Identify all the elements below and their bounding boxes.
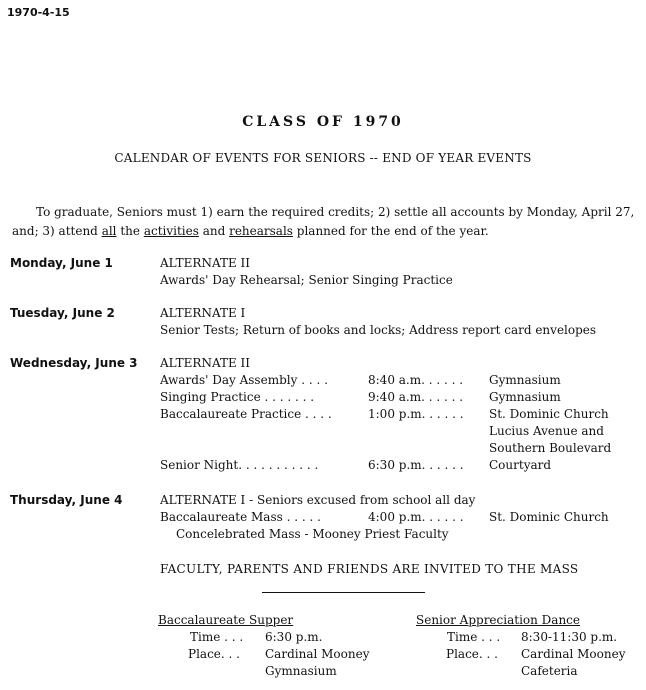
event-name: Singing Practice . . . . . . .	[160, 390, 315, 404]
intro-text-3: and	[198, 224, 230, 238]
intro-underline-activities: activities	[143, 224, 199, 238]
dance-title: Senior Appreciation Dance	[416, 613, 580, 627]
thursday-alternate: ALTERNATE I - Seniors excused from school all day	[160, 493, 476, 507]
event-place: Southern Boulevard	[489, 441, 612, 455]
supper-place-value: Cardinal Mooney	[265, 647, 370, 661]
event-time: 9:40 a.m. . . . . .	[368, 390, 464, 404]
supper-title: Baccalaureate Supper	[158, 613, 294, 627]
concelebrated-mass: Concelebrated Mass - Mooney Priest Faculty	[176, 527, 449, 541]
tuesday-day: Tuesday, June 2	[10, 306, 115, 320]
date-stamp: 1970-4-15	[7, 6, 70, 19]
mass-place: St. Dominic Church	[489, 510, 609, 524]
intro-text-4: planned for the end of the year.	[292, 224, 489, 238]
event-place: St. Dominic Church	[489, 407, 609, 421]
intro-underline-rehearsals: rehearsals	[229, 224, 293, 238]
mass-time: 4:00 p.m. . . . . .	[368, 510, 464, 524]
thursday-day: Thursday, June 4	[10, 493, 123, 507]
tuesday-alternate: ALTERNATE I	[160, 306, 246, 320]
event-place: Lucius Avenue and	[489, 424, 604, 438]
wednesday-day: Wednesday, June 3	[10, 356, 138, 370]
event-place: Gymnasium	[489, 373, 561, 387]
dance-time-label: Time . . .	[447, 630, 501, 644]
intro-text-1: To graduate, Seniors must 1) earn the required credits; 2) settle all accounts by Monday, April 27, and; 3) attend	[12, 205, 635, 238]
supper-place-label: Place. . .	[188, 647, 240, 661]
mass-name: Baccalaureate Mass . . . . .	[160, 510, 321, 524]
intro-underline-all: all	[101, 224, 117, 238]
invite-line: FACULTY, PARENTS AND FRIENDS ARE INVITED TO THE MASS	[160, 562, 579, 576]
supper-time-value: 6:30 p.m.	[265, 630, 323, 644]
dance-time-value: 8:30-11:30 p.m.	[521, 630, 618, 644]
tuesday-desc: Senior Tests; Return of books and locks; Address report card envelopes	[160, 323, 597, 337]
dance-place-value-2: Cafeteria	[521, 664, 578, 678]
event-name: Senior Night. . . . . . . . . . .	[160, 458, 319, 472]
event-time: 6:30 p.m. . . . . .	[368, 458, 464, 472]
class-title: CLASS OF 1970	[242, 114, 404, 130]
wednesday-alternate: ALTERNATE II	[160, 356, 251, 370]
monday-day: Monday, June 1	[10, 256, 113, 270]
monday-desc: Awards' Day Rehearsal; Senior Singing Practice	[160, 273, 453, 287]
subtitle: CALENDAR OF EVENTS FOR SENIORS -- END OF YEAR EVENTS	[114, 151, 532, 165]
intro-text-2: the	[116, 224, 144, 238]
event-place: Gymnasium	[489, 390, 561, 404]
supper-time-label: Time . . .	[190, 630, 244, 644]
event-time: 8:40 a.m. . . . . .	[368, 373, 464, 387]
event-name: Awards' Day Assembly . . . .	[160, 373, 328, 387]
dance-place-label: Place. . .	[446, 647, 498, 661]
event-place: Courtyard	[489, 458, 552, 472]
supper-place-value-2: Gymnasium	[265, 664, 337, 678]
event-name: Baccalaureate Practice . . . .	[160, 407, 332, 421]
divider-rule	[262, 592, 425, 593]
monday-alternate: ALTERNATE II	[160, 256, 251, 270]
dance-place-value: Cardinal Mooney	[521, 647, 626, 661]
event-time: 1:00 p.m. . . . . .	[368, 407, 464, 421]
intro-paragraph	[12, 203, 638, 241]
